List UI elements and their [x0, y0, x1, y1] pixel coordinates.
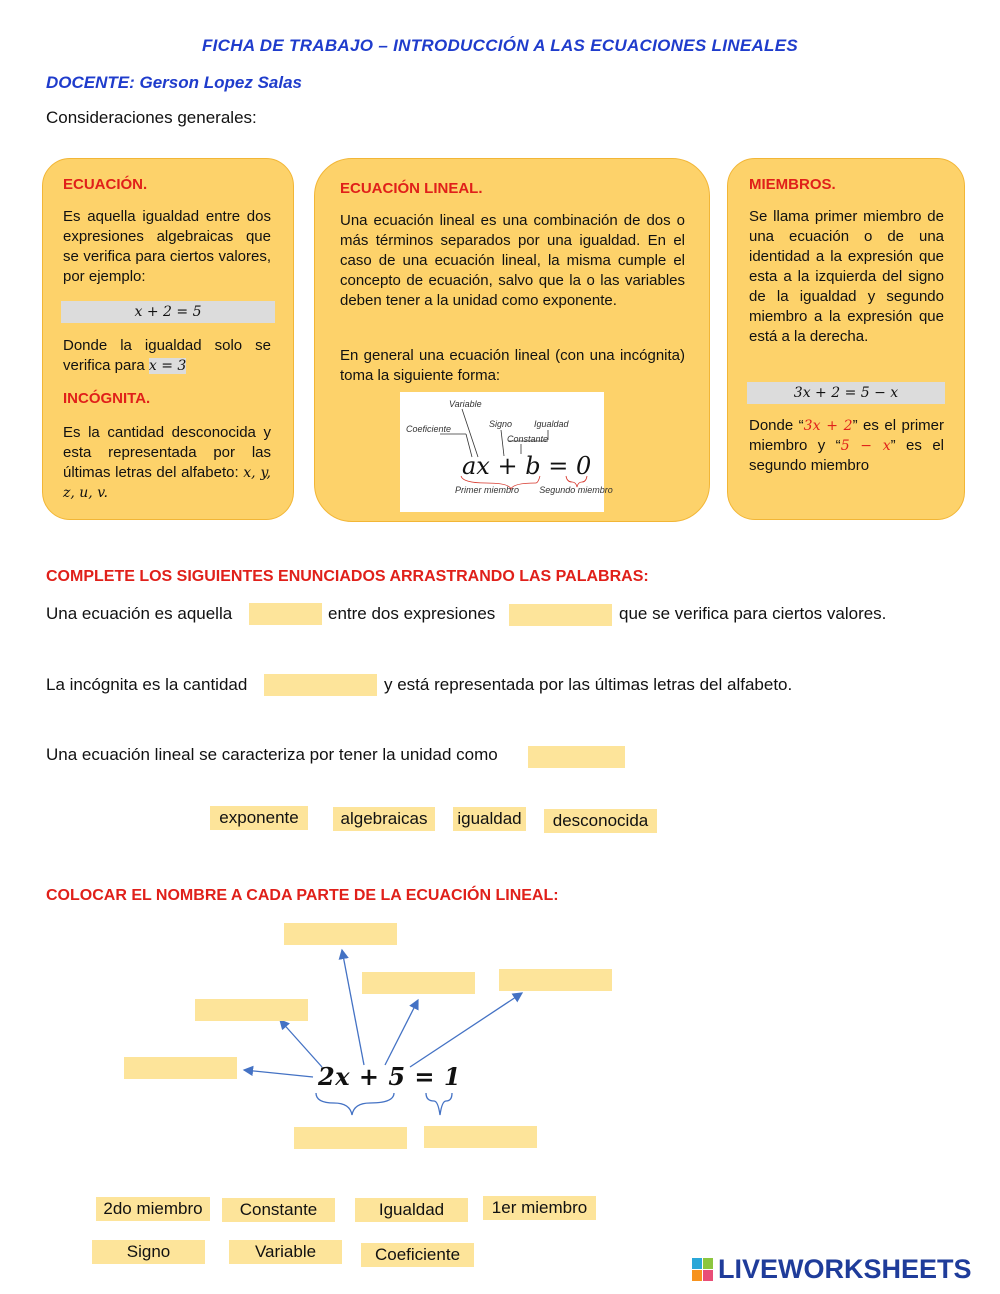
draggable-word-algebraicas[interactable]: algebraicas: [333, 807, 435, 831]
draggable-word-1er-miembro[interactable]: 1er miembro: [483, 1196, 596, 1220]
card-miembros-text: Se llama primer miembro de una ecuación o de una identidad a la expresión que esta a la izquierda del signo de la igualdad y segundo miembro a la expresión que está a la derecha.: [749, 208, 944, 345]
card-incognita-title: INCÓGNITA.: [63, 390, 151, 407]
first-member-expression: 3x + 2: [803, 418, 853, 434]
draggable-word-2do-miembro[interactable]: 2do miembro: [96, 1197, 210, 1221]
card-miembros-title: MIEMBROS.: [749, 176, 836, 193]
card-lineal-text2: En general una ecuación lineal (con una incógnita) toma la siguiente forma:: [340, 347, 685, 384]
figure-label-variable: Variable: [449, 399, 482, 409]
figure-equation: ax + b = 0: [462, 452, 592, 480]
draggable-word-coeficiente[interactable]: Coeficiente: [361, 1243, 474, 1267]
exercise1-heading: COMPLETE LOS SIGUIENTES ENUNCIADOS ARRASTRANDO LAS PALABRAS:: [46, 568, 649, 585]
sentence1-part-a: Una ecuación es aquella: [46, 604, 233, 623]
linear-equation-diagram: [400, 392, 613, 512]
card-incognita-letters: x, y, z, u, v.: [63, 465, 271, 501]
drop-zone-s1-blank1[interactable]: [249, 603, 322, 625]
figure-label-igualdad: Igualdad: [534, 419, 569, 429]
card-miembros-note: [749, 416, 944, 476]
card-lineal-title: ECUACIÓN LINEAL.: [340, 180, 483, 197]
card-ecuacion-example: x + 2 = 5: [61, 301, 275, 323]
considerations-label: Consideraciones generales:: [46, 108, 257, 127]
drop-zone-upper-left[interactable]: [195, 999, 308, 1021]
drop-zone-left[interactable]: [124, 1057, 237, 1079]
figure-label-primer: Primer miembro: [454, 485, 520, 495]
card-miembros-example: 3x + 2 = 5 − x: [747, 382, 945, 404]
drop-zone-bottom-right[interactable]: [424, 1126, 537, 1148]
liveworksheets-wordmark: LIVEWORKSHEETS: [718, 1254, 972, 1284]
card-incognita-text: [63, 423, 271, 503]
draggable-word-constante[interactable]: Constante: [222, 1198, 335, 1222]
card-lineal-text1: Una ecuación lineal es una combinación de dos o más términos separados por una igualdad. En el caso de una ecuación lineal, la misma cumple el concepto de ecuación, salvo que la o las variables deben tener a la unidad como exponente.: [340, 212, 685, 309]
card-ecuacion-text: Es aquella igualdad entre dos expresiones algebraicas que se verifica para ciertos valores, por ejemplo:: [63, 208, 271, 285]
card-ecuacion-note-prefix: Donde la igualdad solo se verifica para: [63, 337, 271, 374]
equation-2x-plus-5: 2x + 5 = 1: [318, 1062, 462, 1091]
drop-zone-upper-right[interactable]: [499, 969, 612, 991]
linear-equation-figure: [400, 392, 613, 512]
drop-zone-top[interactable]: [284, 923, 397, 945]
draggable-word-exponente[interactable]: exponente: [210, 806, 308, 830]
figure-label-signo: Signo: [489, 419, 513, 429]
draggable-word-igualdad[interactable]: igualdad: [453, 807, 526, 831]
draggable-word-igualdad-2[interactable]: Igualdad: [355, 1198, 468, 1222]
card-ecuacion: [42, 158, 294, 520]
card-ecuacion-lineal: [314, 158, 710, 522]
card-miembros-note-prefix: Donde “: [749, 417, 804, 434]
sentence1-part-b: entre dos expresiones: [328, 604, 496, 623]
sentence1-part-c: que se verifica para ciertos valores.: [619, 604, 887, 623]
sentence2-part-a: La incógnita es la cantidad: [46, 675, 248, 694]
exercise2-heading: COLOCAR EL NOMBRE A CADA PARTE DE LA ECUACIÓN LINEAL:: [46, 887, 559, 904]
equation-arrows: [100, 925, 660, 1155]
draggable-word-signo[interactable]: Signo: [92, 1240, 205, 1264]
card-ecuacion-note-math: x = 3: [148, 358, 187, 374]
drop-zone-s1-blank2[interactable]: [509, 604, 612, 626]
worksheet-title: FICHA DE TRABAJO – INTRODUCCIÓN A LAS ECUACIONES LINEALES: [201, 36, 799, 55]
sentence2-part-b: y está representada por las últimas letras del alfabeto.: [384, 675, 793, 694]
card-miembros: [727, 158, 965, 520]
figure-label-coeficiente: Coeficiente: [406, 424, 452, 434]
card-miembros-note-suffix: ” es el segundo miembro: [749, 437, 944, 474]
teacher-name: DOCENTE: Gerson Lopez Salas: [46, 73, 302, 92]
draggable-word-variable[interactable]: Variable: [229, 1240, 342, 1264]
card-miembros-note-mid: ” es el primer miembro y “: [749, 417, 944, 454]
liveworksheets-icon: [692, 1258, 714, 1282]
card-ecuacion-title: ECUACIÓN.: [63, 176, 148, 193]
figure-label-constante: Constante: [507, 434, 549, 444]
figure-label-segundo: Segundo miembro: [539, 485, 613, 495]
drop-zone-s2-blank[interactable]: [264, 674, 377, 696]
drop-zone-s3-blank[interactable]: [528, 746, 625, 768]
card-ecuacion-note: [63, 336, 271, 376]
draggable-word-desconocida[interactable]: desconocida: [544, 809, 657, 833]
second-member-expression: 5 − x: [840, 438, 891, 454]
drop-zone-upper-mid[interactable]: [362, 972, 475, 994]
sentence3-part-a: Una ecuación lineal se caracteriza por tener la unidad como: [46, 745, 498, 764]
card-incognita-description: Es la cantidad desconocida y esta representada por las últimas letras del alfabeto:: [63, 424, 271, 481]
drop-zone-bottom-left[interactable]: [294, 1127, 407, 1149]
